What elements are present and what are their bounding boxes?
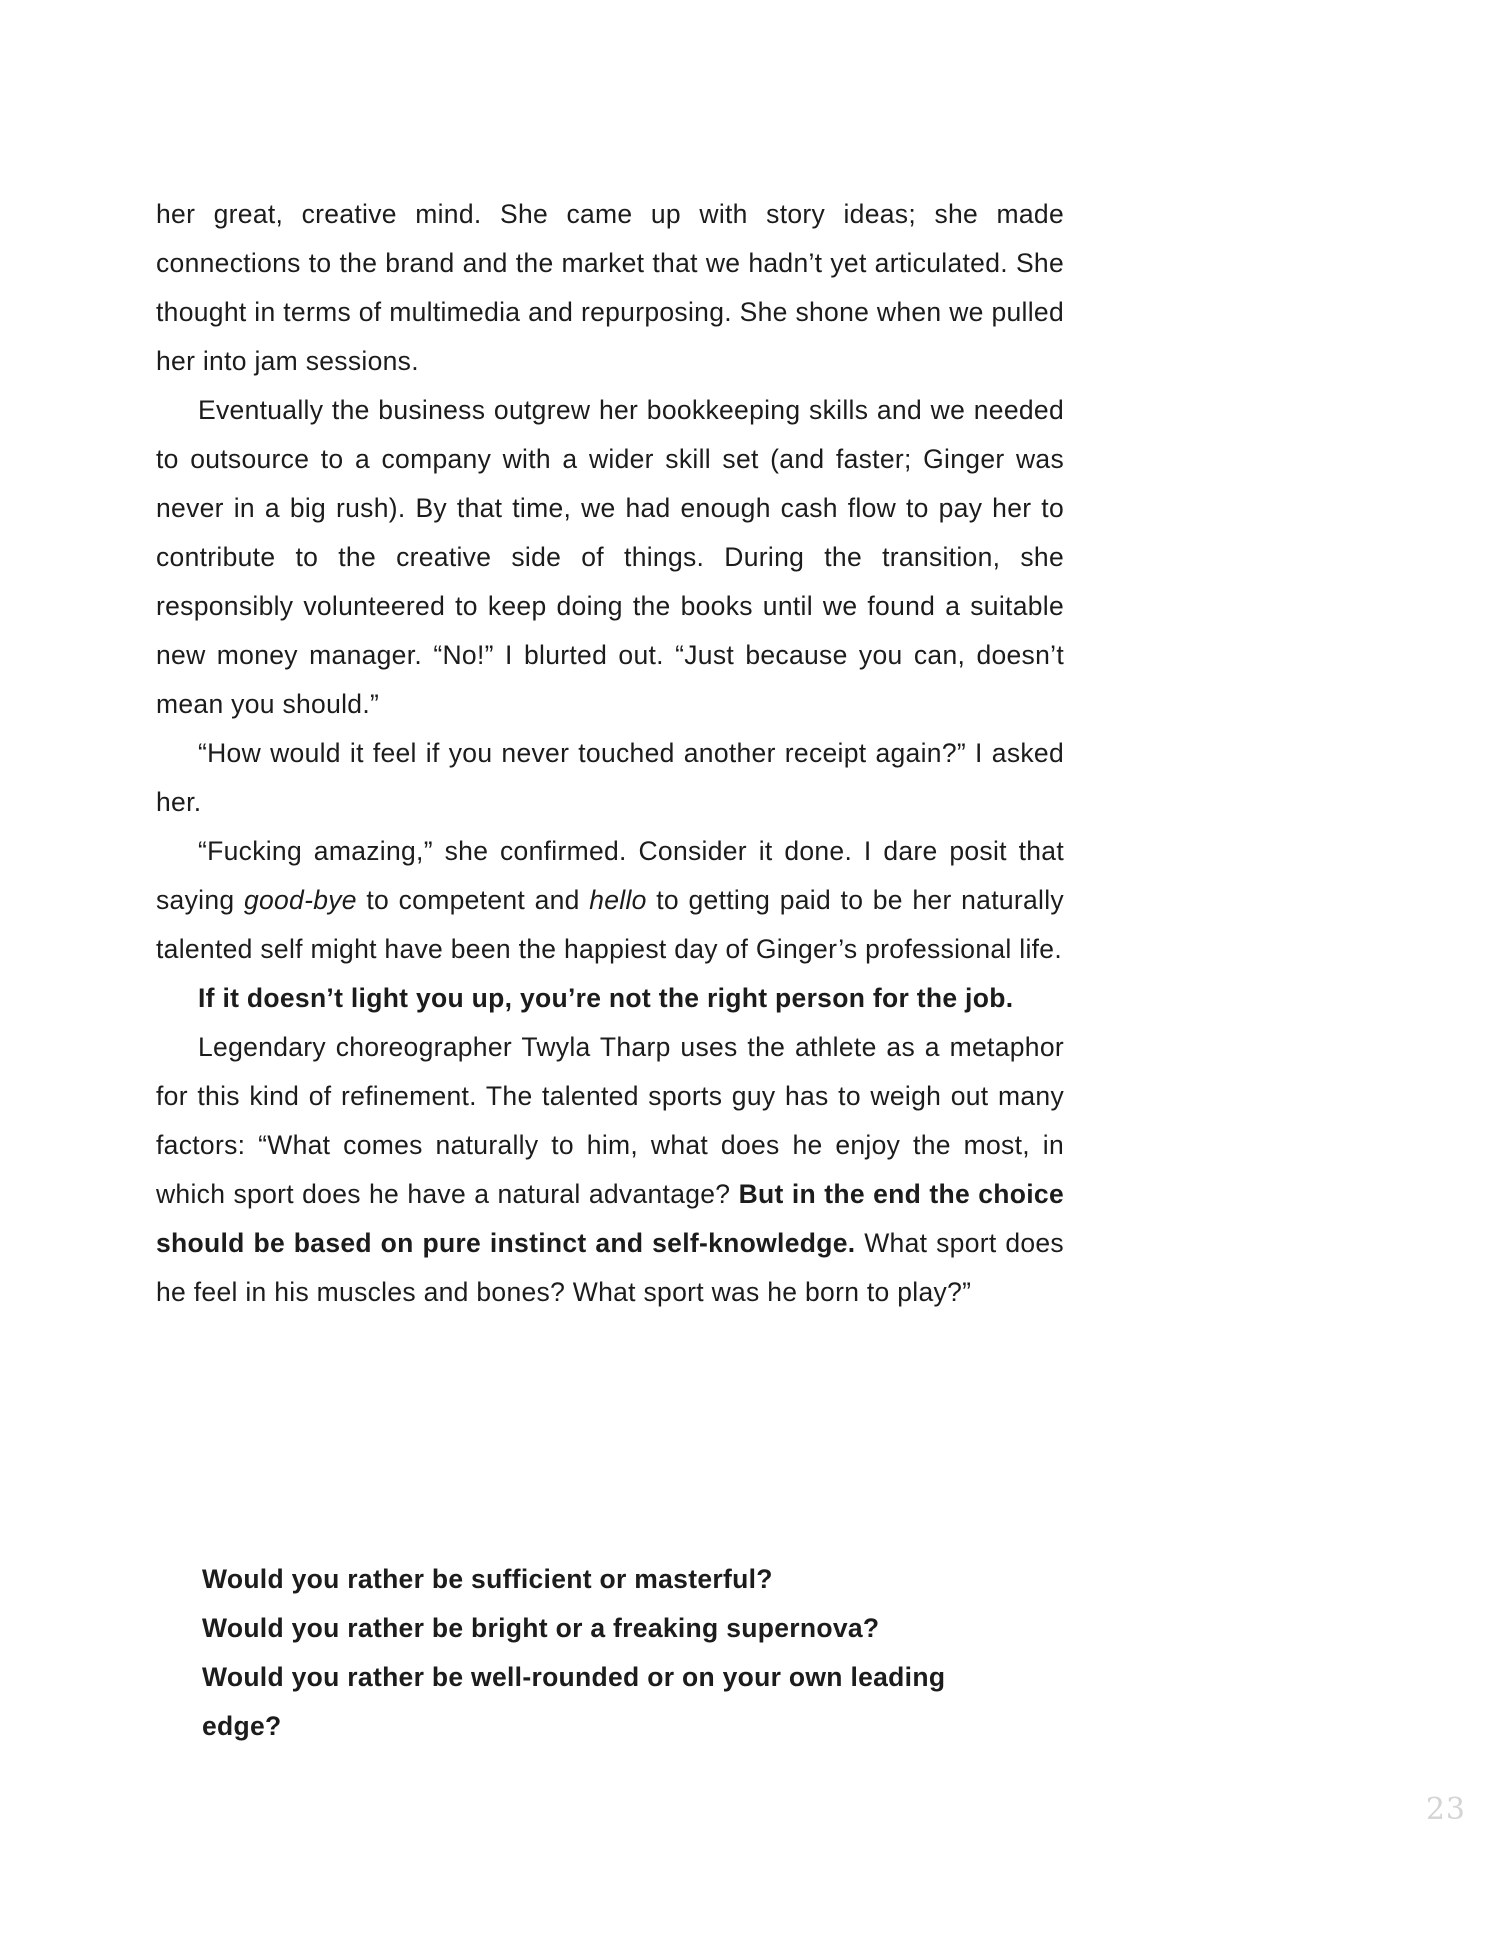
- question-3: Would you rather be well-rounded or on your own leading edge?: [202, 1662, 946, 1741]
- key-statement: If it doesn’t light you up, you’re not the right person for the job.: [198, 983, 1014, 1013]
- reflection-questions: [202, 1555, 962, 1751]
- paragraph-6-text-b: What sport does he feel in his muscles and bones? What sport was he born to play?”: [156, 1228, 1064, 1307]
- paragraph-4-emphasis-hello: hello: [589, 885, 647, 915]
- question-1: Would you rather be sufficient or masterful?: [202, 1564, 773, 1594]
- paragraph-6-text-a: Legendary choreographer Twyla Tharp uses the athlete as a metaphor for this kind of refinement. The talented sports guy has to weigh out many factors: “What comes naturally to him, what does he enjoy the most, in which sport does he have a natural advantage?: [156, 1032, 1064, 1209]
- paragraph-6: [156, 1023, 1064, 1317]
- paragraph-4: [156, 827, 1064, 974]
- body-text: [156, 190, 1064, 1317]
- paragraph-4-text-a: “Fucking amazing,” she confirmed. Consider it done. I dare posit that saying: [156, 836, 1064, 915]
- paragraph-2: Eventually the business outgrew her bookkeeping skills and we needed to outsource to a company with a wider skill set (and faster; Ginger was never in a big rush). By that time, we had enough cash flow to pay her to contribute to the creative side of things. During the transition, she responsibly volunteered to keep doing the books until we found a suitable new money manager. “No!” I blurted out. “Just because you can, doesn’t mean you should.”: [156, 395, 1064, 719]
- question-2: Would you rather be bright or a freaking supernova?: [202, 1613, 880, 1643]
- paragraph-4-text-c: to getting paid to be her naturally talented self might have been the happiest day of Ginger’s professional life.: [156, 885, 1064, 964]
- paragraph-4-emphasis-goodbye: good-bye: [243, 885, 357, 915]
- paragraph-1: her great, creative mind. She came up with story ideas; she made connections to the brand and the market that we hadn’t yet articulated. She thought in terms of multimedia and repurposing. She shone when we pulled her into jam sessions.: [156, 199, 1064, 376]
- paragraph-6-bold-quote: But in the end the choice should be based on pure instinct and self-knowledge.: [156, 1179, 1064, 1258]
- page-number: 23: [1425, 1792, 1466, 1827]
- paragraph-4-text-b: to competent and: [356, 885, 590, 915]
- paragraph-3: “How would it feel if you never touched another receipt again?” I asked her.: [156, 738, 1064, 817]
